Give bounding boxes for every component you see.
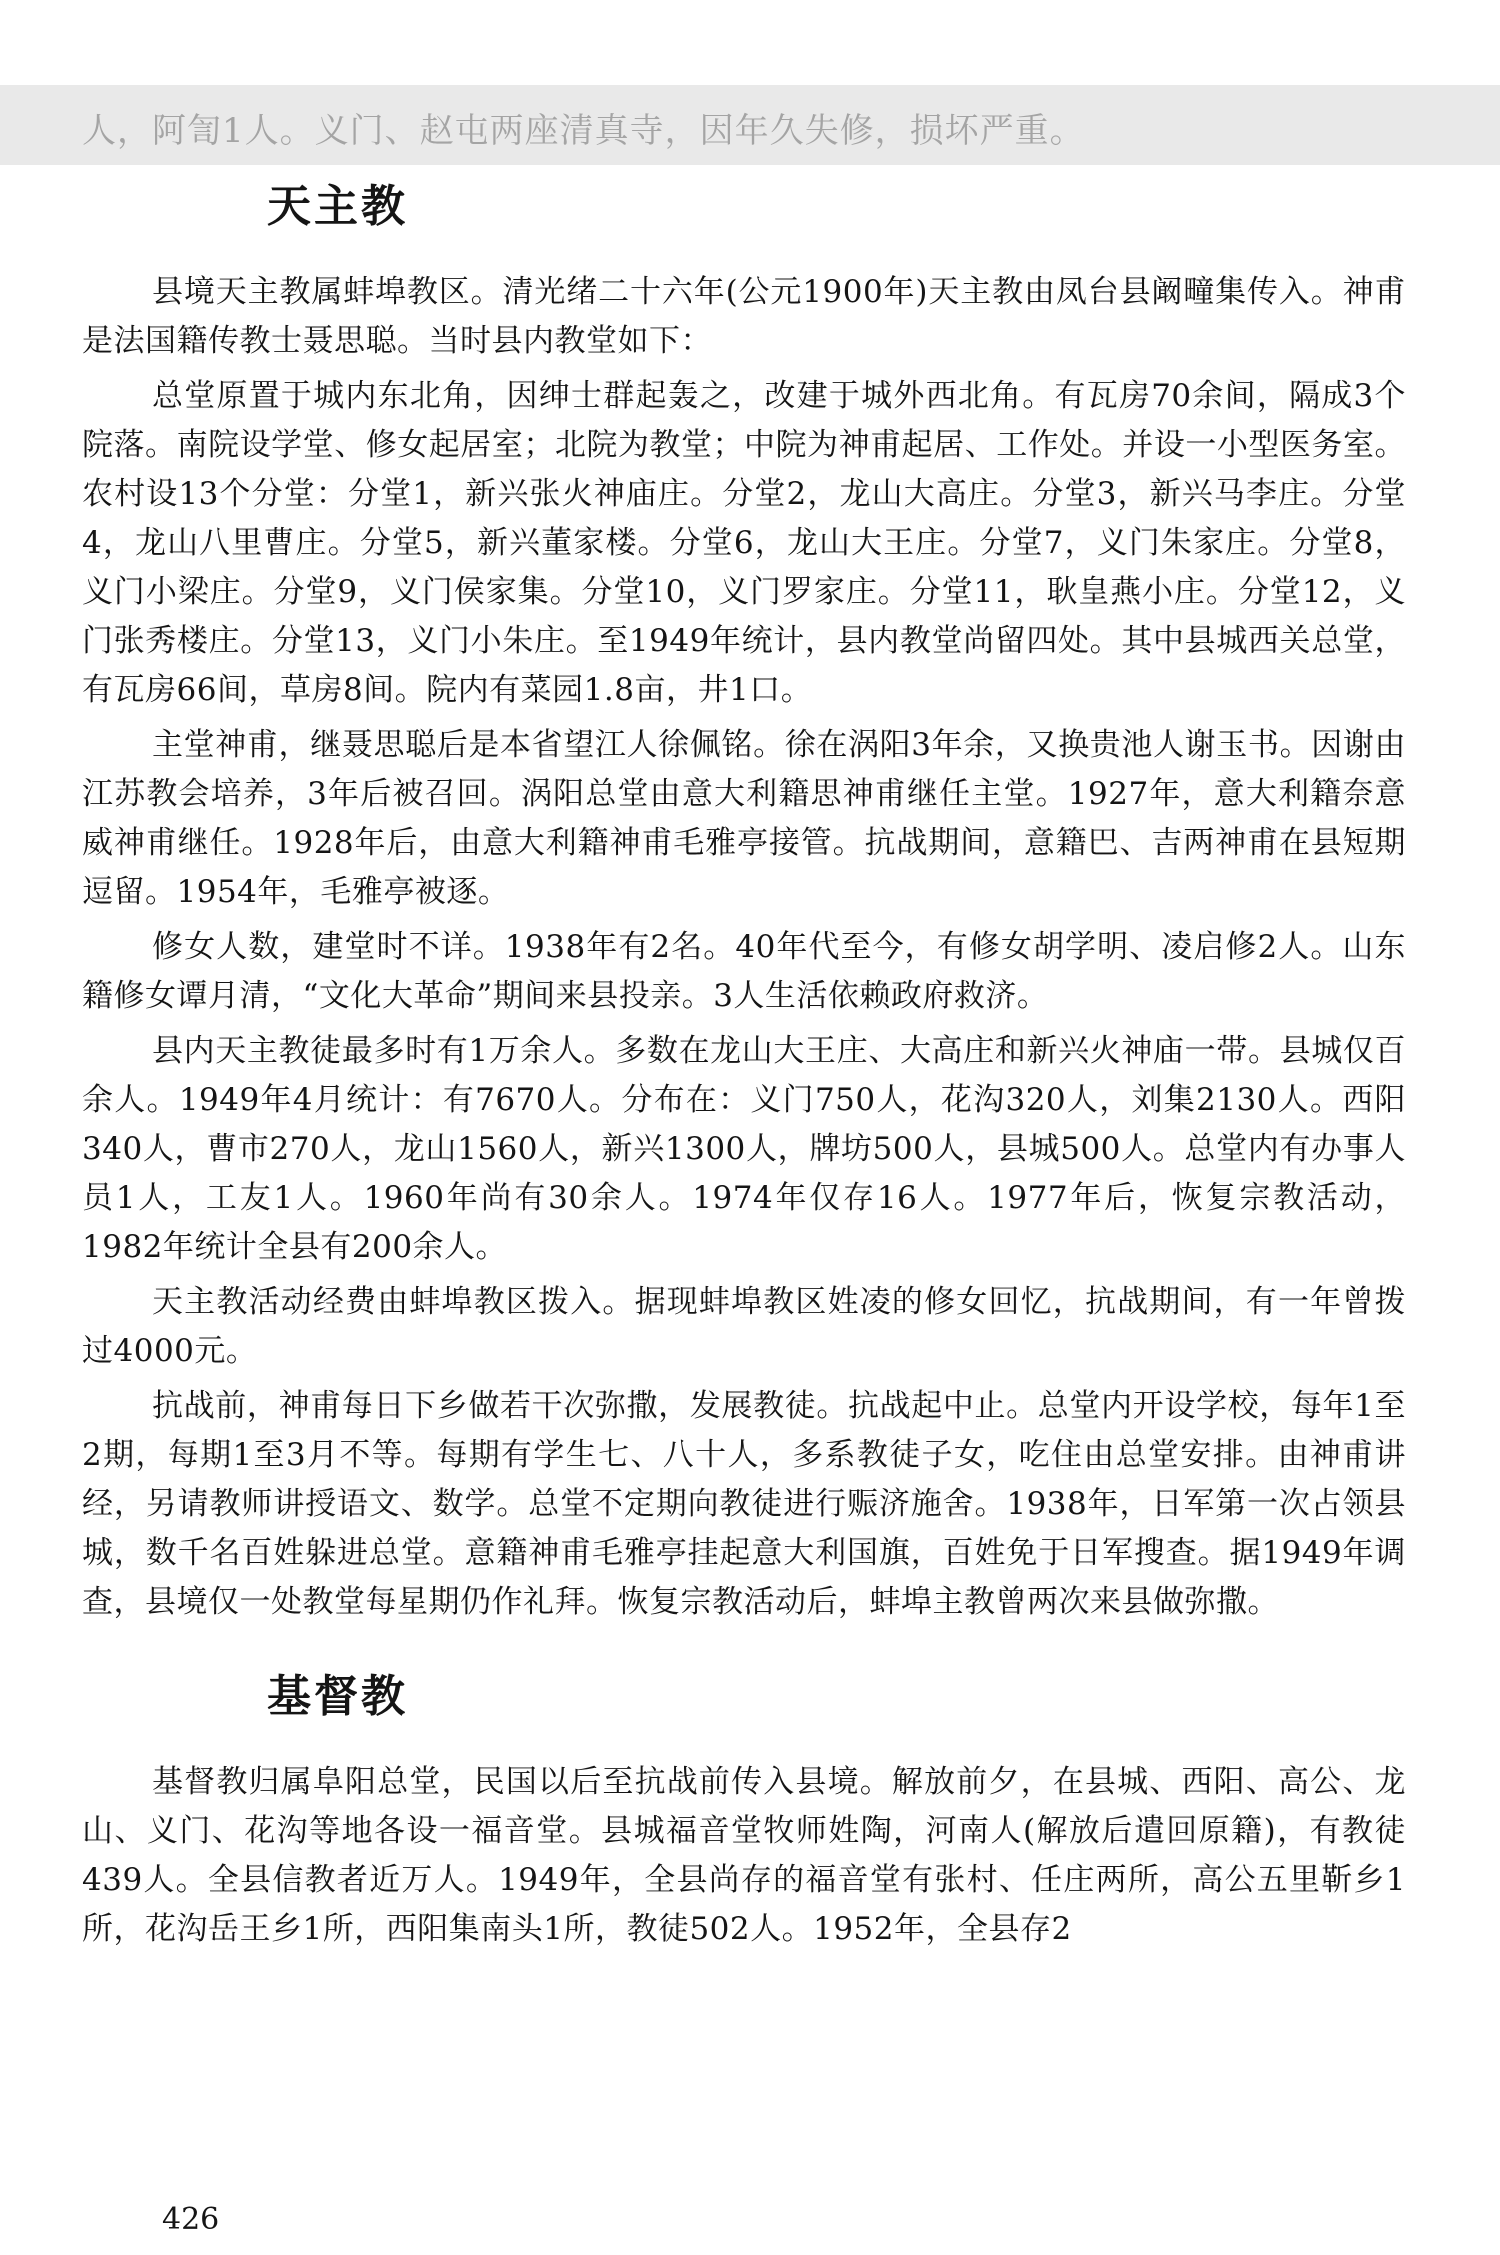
section-title: 天主教 xyxy=(267,181,408,232)
page-number: 426 xyxy=(162,2202,220,2237)
previous-page-text: 人，阿訇1人。义门、赵屯两座清真寺，因年久失修，损坏严重。 xyxy=(82,111,1085,151)
section-christianity xyxy=(82,1671,1406,1954)
paragraph: 天主教活动经费由蚌埠教区拨入。据现蚌埠教区姓凌的修女回忆，抗战期间，有一年曾拨过4000元。 xyxy=(82,1283,1406,1369)
section-catholicism xyxy=(82,181,1406,1627)
paragraph: 抗战前，神甫每日下乡做若干次弥撒，发展教徒。抗战起中止。总堂内开设学校，每年1至2期，每期1至3月不等。每期有学生七、八十人，多系教徒子女，吃住由总堂安排。由神甫讲经，另请教师讲授语文、数学。总堂不定期向教徒进行赈济施舍。1938年，日军第一次占领县城，数千名百姓躲进总堂。意籍神甫毛雅亭挂起意大利国旗，百姓免于日军搜查。据1949年调查，县境仅一处教堂每星期仍作礼拜。恢复宗教活动后，蚌埠主教曾两次来县做弥撒。 xyxy=(82,1387,1406,1620)
previous-page-strip xyxy=(0,85,1500,165)
paragraph: 总堂原置于城内东北角，因绅士群起轰之，改建于城外西北角。有瓦房70余间，隔成3个院落。南院设学堂、修女起居室；北院为教堂；中院为神甫起居、工作处。并设一小型医务室。农村设13个分堂：分堂1，新兴张火神庙庄。分堂2，龙山大高庄。分堂3，新兴马李庄。分堂4，龙山八里曹庄。分堂5，新兴董家楼。分堂6，龙山大王庄。分堂7，义门朱家庄。分堂8，义门小梁庄。分堂9，义门侯家集。分堂10，义门罗家庄。分堂11，耿皇燕小庄。分堂12，义门张秀楼庄。分堂13，义门小朱庄。至1949年统计，县内教堂尚留四处。其中县城西关总堂，有瓦房66间，草房8间。院内有菜园1.8亩，井1口。 xyxy=(82,377,1406,708)
paragraph: 基督教归属阜阳总堂，民国以后至抗战前传入县境。解放前夕，在县城、西阳、高公、龙山、义门、花沟等地各设一福音堂。县城福音堂牧师姓陶，河南人(解放后遣回原籍)，有教徒439人。全县信教者近万人。1949年，全县尚存的福音堂有张村、任庄两所，高公五里靳乡1所，花沟岳王乡1所，西阳集南头1所，教徒502人。1952年，全县存2 xyxy=(82,1763,1406,1947)
section-title: 基督教 xyxy=(267,1670,408,1722)
paragraph: 修女人数，建堂时不详。1938年有2名。40年代至今，有修女胡学明、凌启修2人。山东籍修女谭月清，“文化大革命”期间来县投亲。3人生活依赖政府救济。 xyxy=(82,928,1406,1014)
paragraph: 县境天主教属蚌埠教区。清光绪二十六年(公元1900年)天主教由凤台县阚疃集传入。神甫是法国籍传教士聂思聪。当时县内教堂如下： xyxy=(82,273,1406,359)
paragraph: 主堂神甫，继聂思聪后是本省望江人徐佩铭。徐在涡阳3年余，又换贵池人谢玉书。因谢由江苏教会培养，3年后被召回。涡阳总堂由意大利籍思神甫继任主堂。1927年，意大利籍奈意威神甫继任。1928年后，由意大利籍神甫毛雅亭接管。抗战期间，意籍巴、吉两神甫在县短期逗留。1954年，毛雅亭被逐。 xyxy=(82,726,1406,910)
page-body xyxy=(82,165,1406,1960)
paragraph: 县内天主教徒最多时有1万余人。多数在龙山大王庄、大高庄和新兴火神庙一带。县城仅百余人。1949年4月统计：有7670人。分布在：义门750人，花沟320人，刘集2130人。西阳340人，曹市270人，龙山1560人，新兴1300人，牌坊500人，县城500人。总堂内有办事人员1人，工友1人。1960年尚有30余人。1974年仅存16人。1977年后，恢复宗教活动，1982年统计全县有200余人。 xyxy=(82,1032,1406,1265)
